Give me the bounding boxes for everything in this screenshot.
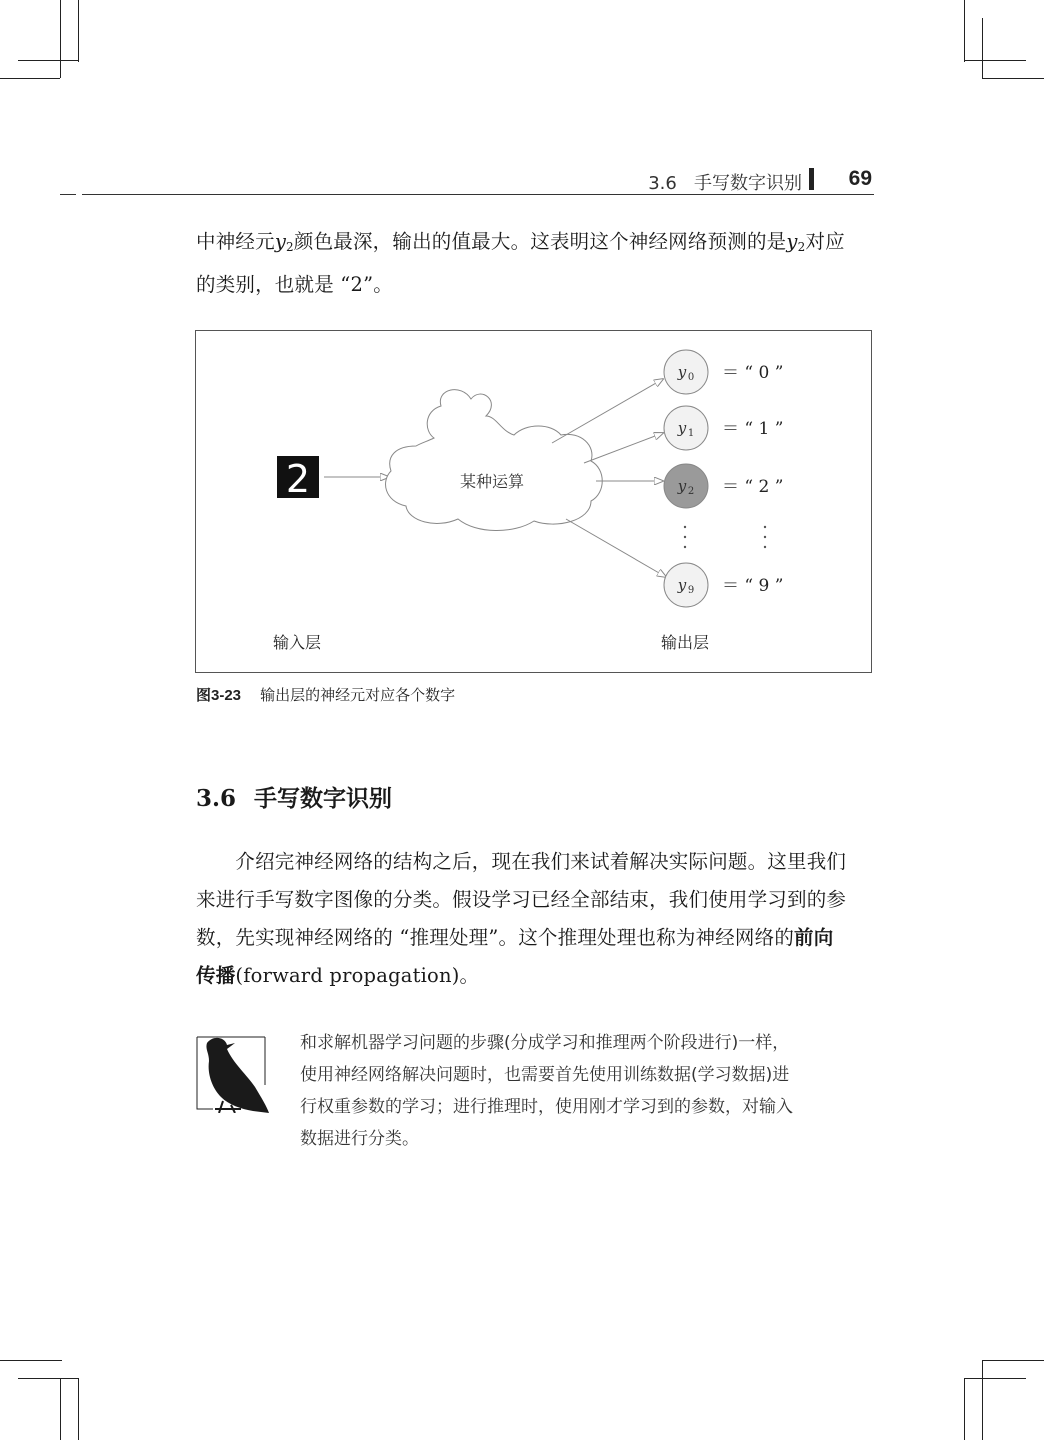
section-number: 3.6	[196, 785, 237, 812]
edge-to-y1	[584, 433, 663, 463]
term-forward-propagation: 传播	[196, 964, 236, 987]
crop-mark	[18, 1378, 78, 1379]
figure-3-23	[195, 330, 872, 673]
text-line: 介绍完神经网络的结构之后，现在我们来试着解决实际问题。这里我们	[196, 850, 847, 873]
crow-icon	[195, 1035, 269, 1113]
crop-mark	[60, 0, 61, 78]
network-diagram	[196, 331, 873, 674]
node-label: ＝ “ 2 ”	[722, 477, 784, 497]
text-segment: 中神经元	[196, 230, 275, 253]
variable-y2	[275, 230, 294, 253]
crop-mark	[78, 1378, 79, 1440]
node-var: y	[677, 419, 687, 437]
node-subscript: 0	[687, 372, 695, 383]
crop-mark	[964, 1378, 1026, 1379]
crop-mark	[982, 1360, 983, 1440]
note-line: 和求解机器学习问题的步骤(分成学习和推理两个阶段进行)一样，	[300, 1033, 790, 1053]
node-label: ＝ “ 0 ”	[722, 363, 784, 383]
section-heading	[196, 780, 392, 813]
digit-glyph: 2	[285, 457, 311, 501]
running-head-chapter: 手写数字识别	[694, 173, 802, 194]
crop-mark	[18, 60, 78, 61]
figure-caption-text: 输出层的神经元对应各个数字	[260, 686, 456, 704]
figure-number: 图3-23	[196, 687, 242, 704]
crop-mark	[78, 0, 79, 62]
variable-subscript: 2	[286, 240, 294, 254]
page-number: 69	[848, 167, 872, 190]
section-title: 手写数字识别	[254, 786, 392, 812]
output-layer-label: 输出层	[660, 633, 710, 652]
node-label: ＝ “ 9 ”	[722, 576, 784, 596]
crop-mark	[982, 18, 983, 78]
node-var: y	[677, 363, 687, 381]
node-var: y	[677, 576, 687, 594]
text-line	[196, 919, 874, 957]
text-line	[196, 957, 874, 995]
crop-mark	[0, 78, 60, 79]
running-head-section: 3.6	[648, 173, 677, 194]
text-line: 来进行手写数字图像的分类。假设学习已经全部结束，我们使用学习到的参	[196, 888, 847, 911]
text-line	[196, 223, 874, 266]
text-segment: 数，先实现神经网络的 “推理处理”。这个推理处理也称为神经网络的	[196, 926, 795, 949]
output-node-y2	[664, 464, 783, 508]
text-segment: 对应	[805, 230, 845, 253]
edge-to-y9	[566, 519, 666, 577]
input-layer-label: 输入层	[272, 633, 322, 652]
text-segment: (forward propagation)。	[235, 964, 480, 987]
crop-mark	[964, 1378, 965, 1440]
variable-name: y	[274, 230, 287, 253]
output-node-y0	[664, 350, 783, 394]
term-forward-propagation: 前向	[794, 926, 834, 949]
output-node-y1	[664, 406, 783, 450]
running-head-title	[648, 169, 802, 195]
node-var: y	[677, 477, 687, 495]
crop-mark	[982, 78, 1044, 79]
header-rule	[60, 194, 76, 195]
crop-mark	[982, 1360, 1044, 1361]
node-subscript: 9	[687, 585, 695, 596]
vertical-ellipsis	[684, 526, 766, 548]
crop-mark	[0, 1360, 62, 1361]
note-line: 数据进行分类。	[300, 1129, 419, 1149]
edge-to-y0	[552, 379, 663, 443]
crop-mark	[964, 0, 965, 62]
output-node-y9	[664, 563, 783, 607]
header-bar	[809, 168, 814, 190]
variable-name: y	[786, 230, 798, 253]
variable-y2	[786, 230, 805, 253]
node-subscript: 2	[687, 486, 695, 497]
process-label: 某种运算	[459, 472, 525, 491]
crop-mark	[964, 60, 1026, 61]
body-paragraph	[196, 843, 874, 995]
note-text	[300, 1027, 874, 1155]
node-label: ＝ “ 1 ”	[722, 419, 784, 439]
mnist-digit-image	[277, 456, 319, 501]
crop-mark	[60, 1378, 61, 1440]
note-line: 行权重参数的学习；进行推理时，使用刚才学习到的参数，对输入	[300, 1097, 793, 1117]
node-subscript: 1	[687, 428, 695, 439]
note-line: 使用神经网络解决问题时，也需要首先使用训练数据(学习数据)进	[300, 1065, 790, 1085]
intro-paragraph	[196, 223, 874, 304]
figure-caption	[196, 684, 455, 705]
text-segment: 颜色最深，输出的值最大。这表明这个神经网络预测的是	[293, 230, 787, 253]
running-head	[60, 166, 874, 196]
text-line: 的类别，也就是 “2”。	[196, 273, 393, 296]
cloud-shape	[386, 390, 603, 531]
variable-subscript: 2	[797, 240, 806, 254]
